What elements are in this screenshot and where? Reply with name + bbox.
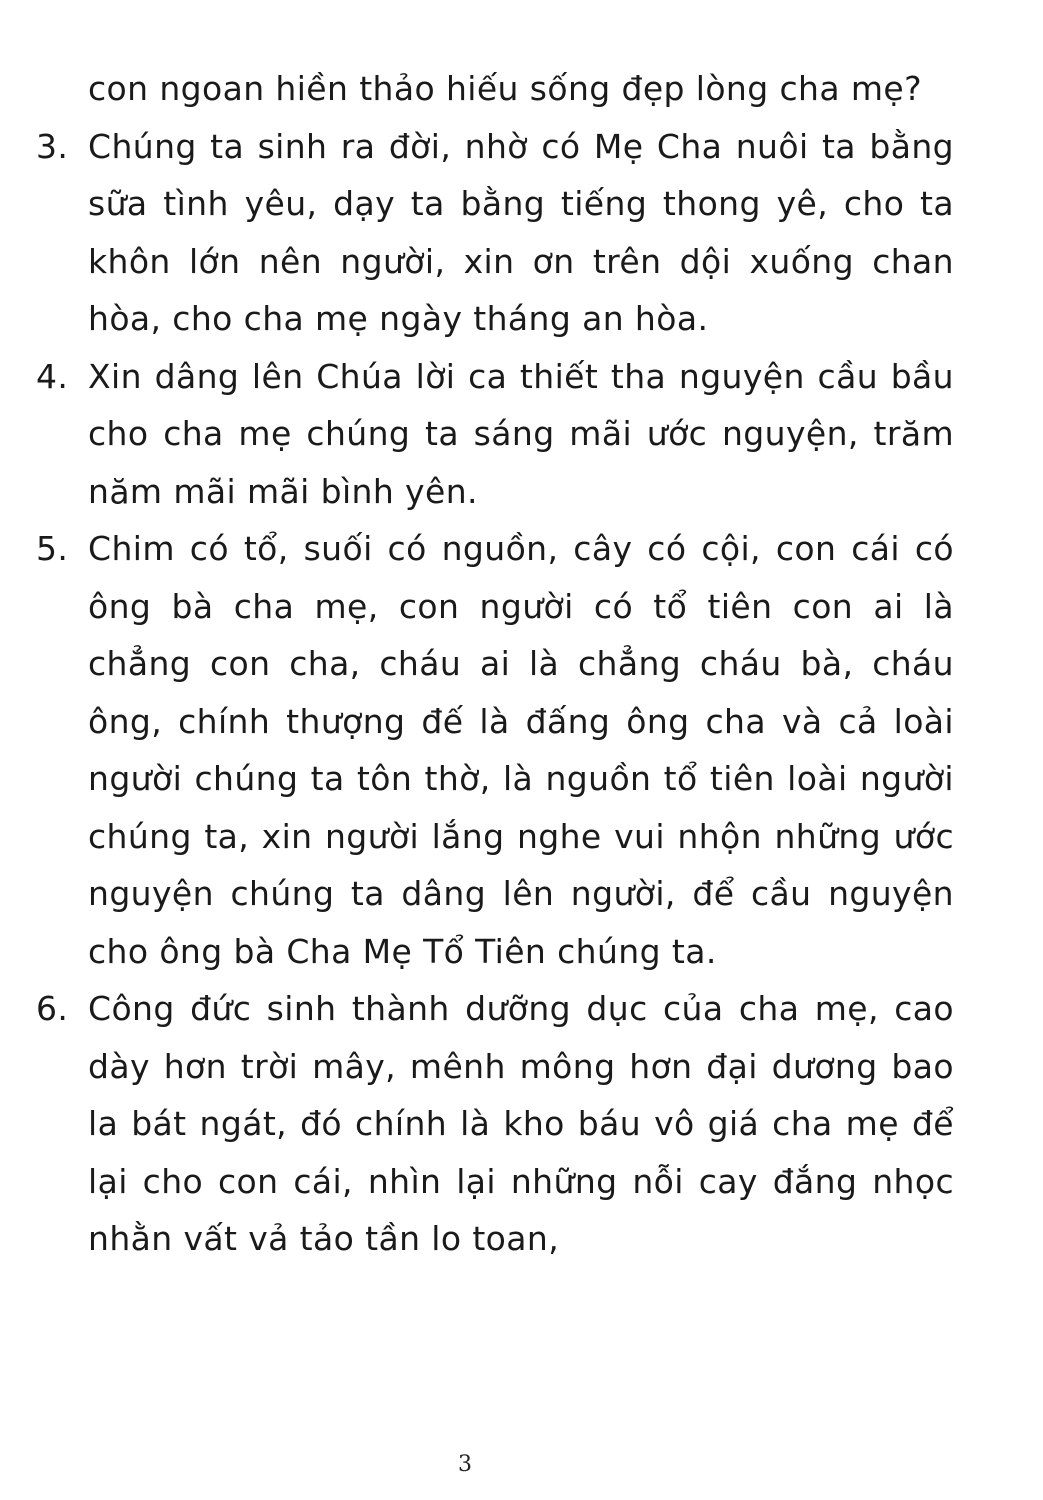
list-item-6 bbox=[36, 980, 954, 1268]
list-item-3 bbox=[36, 118, 954, 348]
page-number: 3 bbox=[458, 1452, 472, 1477]
item-number: 3. bbox=[36, 126, 69, 166]
item-text: Xin dâng lên Chúa lời ca thiết tha nguyện cầu bầu cho cha mẹ chúng ta sáng mãi ước nguyện, trăm năm mãi mãi bình yên. bbox=[88, 356, 954, 511]
item-text: Chim có tổ, suối có nguồn, cây có cội, con cái có ông bà cha mẹ, con người có tổ tiên con ai là chẳng con cha, cháu ai là chẳng cháu bà, cháu ông, chính thượng đế là đấng ông cha và cả loài người chúng ta tôn thờ, là nguồn tổ tiên loài người chúng ta, xin người lắng nghe vui nhộn những ước nguyện chúng ta dâng lên người, để cầu nguyện cho ông bà Cha Mẹ Tổ Tiên chúng ta. bbox=[88, 529, 954, 971]
item-number: 6. bbox=[36, 989, 69, 1028]
page-body bbox=[36, 60, 954, 1268]
list-item-5 bbox=[36, 520, 954, 980]
item-text: Chúng ta sinh ra đời, nhờ có Mẹ Cha nuôi ta bằng sữa tình yêu, dạy ta bằng tiếng thong yê, cho ta khôn lớn nên người, xin ơn trên dội xuống chan hòa, cho cha mẹ ngày tháng an hòa. bbox=[88, 126, 954, 338]
intro-paragraph: con ngoan hiền thảo hiếu sống đẹp lòng cha mẹ? bbox=[88, 69, 923, 108]
item-number: 4. bbox=[36, 356, 69, 396]
list-item-4 bbox=[36, 348, 954, 521]
item-number: 5. bbox=[36, 529, 69, 568]
item-text: Công đức sinh thành dưỡng dục của cha mẹ, cao dày hơn trời mây, mênh mông hơn đại dương bao la bát ngát, đó chính là kho báu vô giá cha mẹ để lại cho con cái, nhìn lại những nỗi cay đắng nhọc nhằn vất vả tảo tần lo toan, bbox=[88, 989, 954, 1258]
